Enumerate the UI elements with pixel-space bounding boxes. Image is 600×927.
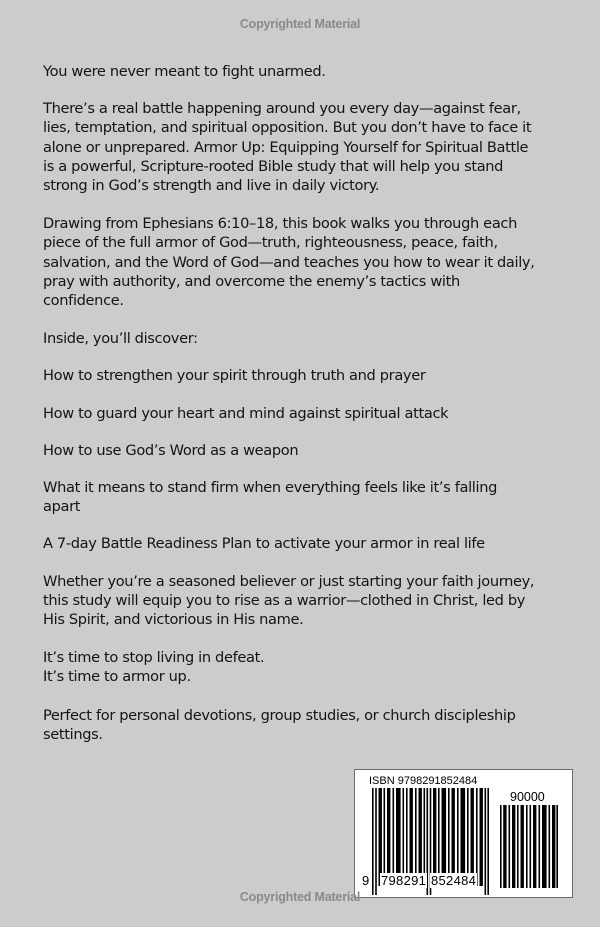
discover-item (43, 441, 563, 460)
barcode-digits-left: 798291 (381, 873, 427, 888)
closing-lines (43, 648, 563, 686)
text-line: It’s time to stop living in defeat. (43, 649, 265, 667)
text-line: lies, temptation, and spiritual opposition. But you don’t have to face it (43, 119, 532, 137)
text-line: A 7-day Battle Readiness Plan to activate your armor in real life (43, 535, 485, 553)
text-line: is a powerful, Scripture-rooted Bible study that will help you stand (43, 157, 504, 175)
isbn-barcode (354, 769, 573, 898)
discover-intro: Inside, you’ll discover: (43, 330, 198, 348)
discover-item (43, 404, 563, 423)
audience-line (43, 706, 563, 744)
copyright-watermark-top: Copyrighted Material (239, 17, 361, 31)
text-line: salvation, and the Word of God—and teaches you how to wear it daily, (43, 253, 535, 271)
paragraph-intro (43, 99, 563, 195)
text-line: apart (43, 498, 81, 516)
discover-item (43, 366, 563, 385)
text-line: confidence. (43, 292, 124, 310)
text-line: piece of the full armor of God—truth, righteousness, peace, faith, (43, 234, 498, 252)
barcode-digits-right: 852484 (431, 873, 477, 888)
paragraph-whether (43, 572, 563, 630)
paragraph-ephesians (43, 214, 563, 310)
text-line: It’s time to armor up. (43, 668, 191, 686)
text-line: pray with authority, and overcome the enemy’s tactics with (43, 272, 460, 290)
text-line: There’s a real battle happening around you every day—against fear, (43, 100, 521, 118)
discover-item (43, 534, 563, 553)
price-code-label: 90000 (510, 790, 545, 804)
text-line: What it means to stand firm when everything feels like it’s falling (43, 479, 498, 497)
barcode-digit-first: 9 (362, 873, 370, 888)
text-line: How to guard your heart and mind against spiritual attack (43, 404, 449, 422)
blurb-text (43, 62, 563, 763)
copyright-watermark-bottom: Copyrighted Material (239, 890, 361, 904)
isbn-label: ISBN 9798291852484 (369, 775, 478, 787)
text-line: How to use God’s Word as a weapon (43, 441, 299, 459)
text-line: Whether you’re a seasoned believer or just starting your faith journey, (43, 572, 535, 590)
discover-item (43, 478, 563, 516)
text-line: Perfect for personal devotions, group studies, or church discipleship (43, 706, 516, 724)
text-line: this study will equip you to rise as a warrior—clothed in Christ, led by (43, 591, 526, 609)
text-line: alone or unprepared. Armor Up: Equipping Yourself for Spiritual Battle (43, 138, 529, 156)
text-line: How to strengthen your spirit through truth and prayer (43, 367, 426, 385)
text-line: His Spirit, and victorious in His name. (43, 611, 304, 629)
opening-line: You were never meant to fight unarmed. (43, 63, 326, 80)
text-line: settings. (43, 725, 103, 743)
text-line: Drawing from Ephesians 6:10–18, this book walks you through each (43, 215, 517, 233)
text-line: strong in God’s strength and live in daily victory. (43, 177, 380, 195)
